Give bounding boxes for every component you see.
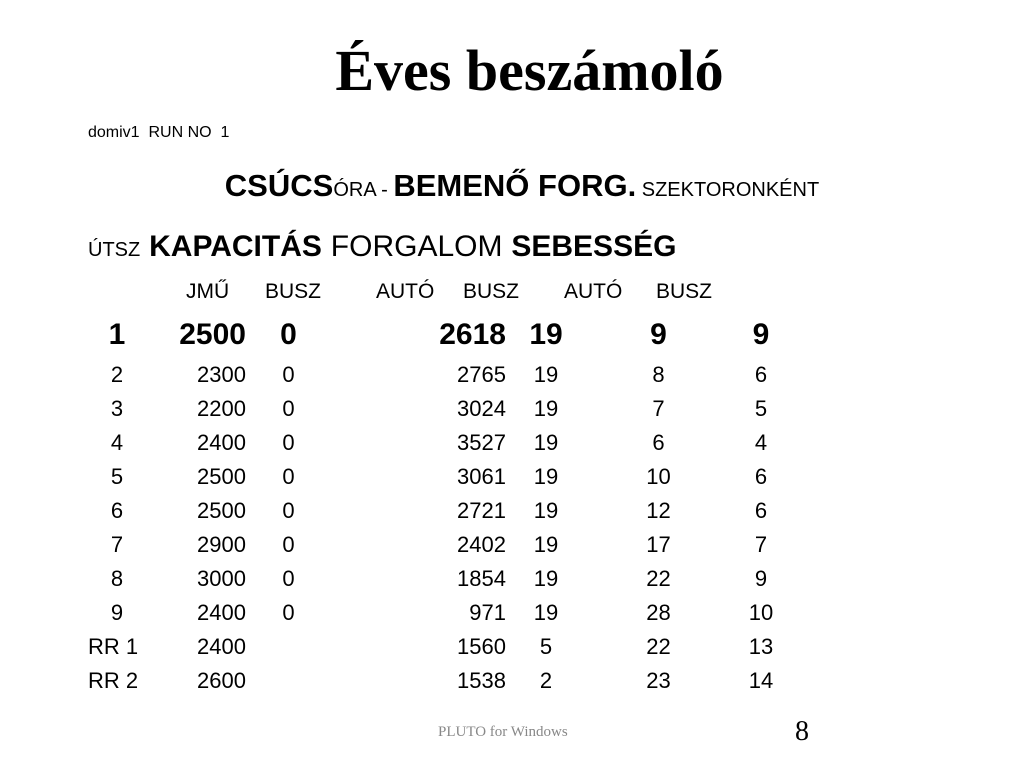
cell-capacity-busz: 0 <box>282 362 295 387</box>
cell-sector: 3 <box>110 396 124 421</box>
cell-capacity-busz: 0 <box>282 566 295 591</box>
header-traffic: FORGALOM <box>330 230 503 263</box>
subheader-traffic-busz: BUSZ <box>463 280 520 303</box>
column-group-headers <box>88 230 676 264</box>
cell-sector: 2 <box>110 362 124 387</box>
cell-capacity-busz <box>246 630 331 664</box>
cell-speed-auto: 7 <box>652 396 665 421</box>
sector-data-table <box>88 312 791 698</box>
cell-traffic-busz: 5 <box>539 634 553 659</box>
cell-traffic-auto: 3024 <box>457 396 506 421</box>
cell-speed-busz: 13 <box>748 634 774 659</box>
table-row <box>88 312 791 358</box>
cell-sector: RR 2 <box>88 668 139 693</box>
cell-capacity-jmu: 2200 <box>197 396 246 421</box>
subheader-speed-auto: AUTÓ <box>564 280 623 303</box>
cell-capacity-jmu: 2500 <box>197 464 246 489</box>
cell-capacity-busz: 0 <box>282 396 295 421</box>
cell-sector: 1 <box>108 318 126 351</box>
table-row <box>88 426 791 460</box>
cell-speed-auto: 8 <box>652 362 665 387</box>
run-label: domiv1 RUN NO 1 <box>88 124 230 141</box>
cell-speed-busz: 14 <box>748 668 774 693</box>
subheader-speed-busz: BUSZ <box>656 280 713 303</box>
table-row <box>88 630 791 664</box>
cell-sector: 6 <box>110 498 124 523</box>
table-row <box>88 596 791 630</box>
cell-speed-busz: 6 <box>754 362 768 387</box>
table-row <box>88 562 791 596</box>
table-row <box>88 358 791 392</box>
cell-traffic-busz: 19 <box>533 498 559 523</box>
cell-speed-auto: 9 <box>650 318 667 351</box>
cell-speed-auto: 28 <box>646 600 671 625</box>
cell-traffic-busz: 19 <box>533 566 559 591</box>
table-row <box>88 460 791 494</box>
cell-traffic-auto: 3527 <box>457 430 506 455</box>
cell-traffic-auto: 3061 <box>457 464 506 489</box>
cell-traffic-busz: 19 <box>529 318 563 351</box>
cell-speed-auto: 12 <box>646 498 671 523</box>
header-speed: SEBESSÉG <box>511 230 677 263</box>
cell-sector: 7 <box>110 532 124 557</box>
cell-capacity-busz: 0 <box>282 600 295 625</box>
subheader-capacity-jmu: JMŰ <box>186 280 230 303</box>
table-row <box>88 392 791 426</box>
subheader-capacity-busz: BUSZ <box>265 280 322 303</box>
subtitle-hour: ÓRA <box>333 179 376 201</box>
header-capacity: KAPACITÁS <box>149 230 322 263</box>
table-row <box>88 664 791 698</box>
cell-sector: 5 <box>110 464 124 489</box>
cell-capacity-jmu: 2400 <box>197 600 246 625</box>
cell-capacity-busz <box>246 664 331 698</box>
cell-speed-auto: 23 <box>646 668 671 693</box>
cell-capacity-jmu: 2500 <box>179 318 246 351</box>
subheader-traffic-auto: AUTÓ <box>376 280 435 303</box>
cell-traffic-auto: 1854 <box>457 566 506 591</box>
cell-speed-busz: 10 <box>748 600 774 625</box>
table-row <box>88 494 791 528</box>
cell-speed-busz: 9 <box>754 566 768 591</box>
footer-text: PLUTO for Windows <box>438 724 568 740</box>
cell-traffic-busz: 19 <box>533 396 559 421</box>
cell-sector: RR 1 <box>88 634 139 659</box>
cell-sector: 4 <box>110 430 124 455</box>
subtitle-separator: - <box>375 179 394 201</box>
page-number: 8 <box>795 716 809 747</box>
slide-title: Éves beszámoló <box>335 38 724 103</box>
cell-speed-auto: 6 <box>652 430 665 455</box>
cell-capacity-jmu: 3000 <box>197 566 246 591</box>
cell-capacity-busz: 0 <box>282 498 295 523</box>
cell-capacity-jmu: 2400 <box>197 634 246 659</box>
cell-speed-busz: 5 <box>754 396 768 421</box>
cell-speed-busz: 4 <box>754 430 768 455</box>
cell-traffic-auto: 1560 <box>457 634 506 659</box>
cell-traffic-auto: 1538 <box>457 668 506 693</box>
table-row <box>88 528 791 562</box>
cell-speed-busz: 7 <box>754 532 768 557</box>
cell-speed-auto: 17 <box>646 532 671 557</box>
cell-capacity-busz: 0 <box>282 464 295 489</box>
cell-capacity-busz: 0 <box>282 430 295 455</box>
subtitle-inbound-traffic: BEMENŐ FORG. <box>393 168 637 203</box>
cell-traffic-busz: 19 <box>533 464 559 489</box>
cell-traffic-busz: 2 <box>539 668 553 693</box>
cell-sector: 9 <box>110 600 124 625</box>
cell-traffic-auto: 971 <box>469 600 506 625</box>
cell-capacity-jmu: 2400 <box>197 430 246 455</box>
cell-capacity-jmu: 2500 <box>197 498 246 523</box>
header-row-label: ÚTSZ <box>88 239 141 261</box>
subtitle-by-sector: SZEKTORONKÉNT <box>636 179 820 201</box>
cell-traffic-auto: 2402 <box>457 532 506 557</box>
cell-capacity-busz: 0 <box>280 318 297 351</box>
cell-traffic-busz: 19 <box>533 362 559 387</box>
cell-capacity-busz: 0 <box>282 532 295 557</box>
cell-sector: 8 <box>110 566 124 591</box>
cell-speed-auto: 22 <box>646 634 671 659</box>
cell-capacity-jmu: 2300 <box>197 362 246 387</box>
cell-traffic-busz: 19 <box>533 532 559 557</box>
cell-traffic-auto: 2765 <box>457 362 506 387</box>
cell-speed-busz: 6 <box>754 464 768 489</box>
cell-traffic-busz: 19 <box>533 430 559 455</box>
slide-subtitle <box>0 168 1024 204</box>
cell-traffic-auto: 2618 <box>439 318 506 351</box>
cell-speed-auto: 10 <box>646 464 671 489</box>
cell-traffic-busz: 19 <box>533 600 559 625</box>
cell-capacity-jmu: 2900 <box>197 532 246 557</box>
subtitle-peak: CSÚCS <box>224 168 334 203</box>
cell-capacity-jmu: 2600 <box>197 668 246 693</box>
cell-traffic-auto: 2721 <box>457 498 506 523</box>
cell-speed-busz: 9 <box>752 318 770 351</box>
cell-speed-auto: 22 <box>646 566 671 591</box>
cell-speed-busz: 6 <box>754 498 768 523</box>
